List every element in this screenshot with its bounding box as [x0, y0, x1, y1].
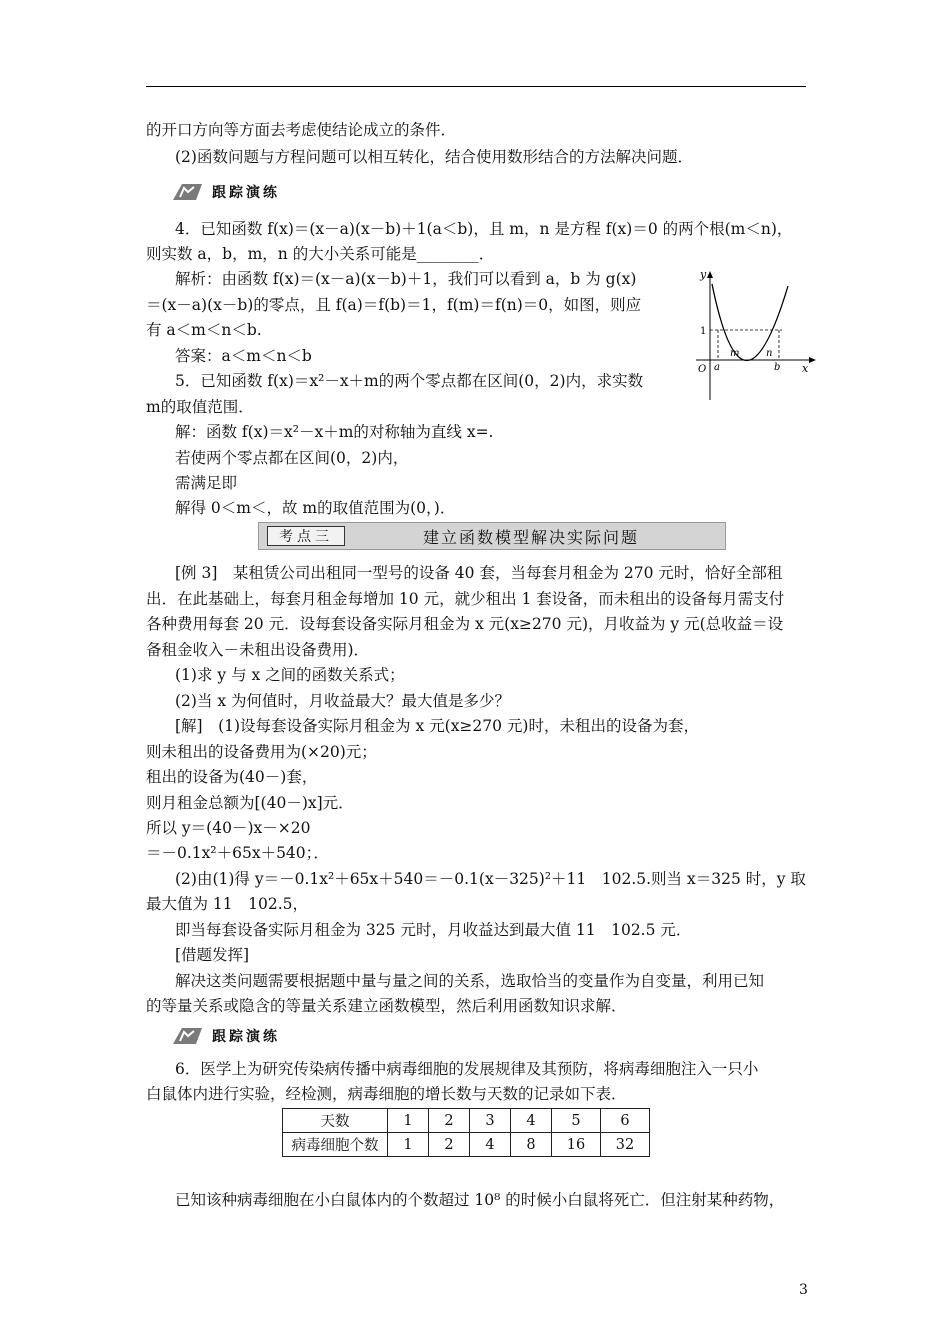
- text-line: (2)函数问题与方程问题可以相互转化，结合使用数形结合的方法解决问题．: [175, 148, 693, 166]
- text-line: 答案：a＜m＜n＜b: [175, 347, 312, 365]
- y-label: y: [700, 268, 707, 281]
- text-line: 的开口方向等方面去考虑使结论成立的条件．: [146, 121, 457, 139]
- table-cell: 32: [601, 1133, 650, 1157]
- table-cell: 3: [470, 1109, 511, 1133]
- text-line: [解] (1)设每套设备实际月租金为 x 元(x≥270 元)时，未租出的设备为套，: [175, 717, 699, 735]
- table-cell: 4: [511, 1109, 552, 1133]
- text-line: 6．医学上为研究传染病传播中病毒细胞的发展规律及其预防，将病毒细胞注入一只小: [175, 1060, 759, 1078]
- text-line: [借题发挥]: [175, 946, 250, 964]
- x-axis-arrow: [809, 357, 816, 363]
- table-cell: 4: [470, 1133, 511, 1157]
- text-line: 若使两个零点都在区间(0，2)内，: [175, 449, 409, 467]
- section-label: 跟踪演练: [212, 1029, 280, 1045]
- n-label: n: [766, 348, 773, 359]
- text-line: 租出的设备为(40－)套，: [146, 768, 318, 786]
- text-line: (2)当 x 为何值时，月收益最大？最大值是多少？: [175, 692, 511, 710]
- text-line: [例 3] 某租赁公司出租同一型号的设备 40 套，当每套月租金为 270 元时，恰好全部租: [175, 564, 783, 582]
- data-table: [282, 1108, 650, 1157]
- b-label: b: [774, 362, 781, 373]
- banner-tag: 考点三: [267, 526, 345, 546]
- a-label: a: [714, 362, 720, 373]
- text-line: 的等量关系或隐含的等量关系建立函数模型，然后利用函数知识求解．: [146, 997, 627, 1015]
- table-row: [283, 1109, 650, 1133]
- pen-icon: [170, 181, 206, 203]
- text-line: m的取值范围．: [146, 398, 254, 416]
- table-cell: 天数: [283, 1109, 388, 1133]
- text-line: 解得 0＜m＜，故 m的取值范围为(0，)．: [175, 499, 456, 517]
- text-line: 4．已知函数 f(x)＝(x－a)(x－b)＋1(a＜b)，且 m，n 是方程 f(x)＝0 的两个根(m＜n)，: [175, 220, 793, 238]
- text-line: 解析：由函数 f(x)＝(x－a)(x－b)＋1，我们可以看到 a，b 为 g(x): [175, 270, 637, 288]
- y-axis-arrow: [707, 271, 713, 278]
- text-line: ＝－0.1x²＋65x＋540；．: [146, 844, 329, 862]
- text-line: (1)求 y 与 x 之间的函数关系式；: [175, 666, 405, 684]
- text-line: 有 a＜m＜n＜b.: [146, 321, 262, 339]
- x-label: x: [802, 362, 809, 375]
- table-cell: 1: [388, 1133, 429, 1157]
- section-banner: [258, 522, 726, 550]
- text-line: 解：函数 f(x)＝x²－x＋m的对称轴为直线 x=.: [175, 423, 494, 441]
- section-label: 跟踪演练: [212, 185, 280, 201]
- section-heading: [170, 1024, 280, 1048]
- table-row: [283, 1133, 650, 1157]
- parabola-figure: [690, 266, 820, 404]
- text-line: 则月租金总额为[(40－)x]元．: [146, 794, 354, 812]
- table-cell: 6: [601, 1109, 650, 1133]
- m-label: m: [730, 348, 740, 359]
- table-cell: 8: [511, 1133, 552, 1157]
- text-line: 白鼠体内进行实验，经检测，病毒细胞的增长数与天数的记录如下表．: [146, 1085, 627, 1103]
- table-cell: 1: [388, 1109, 429, 1133]
- parabola-curve: [712, 284, 788, 361]
- header-rule: [146, 86, 806, 87]
- text-line: 解决这类问题需要根据题中量与量之间的关系，选取恰当的变量作为自变量，利用已知: [175, 972, 765, 990]
- text-line: (2)由(1)得 y＝－0.1x²＋65x＋540＝－0.1(x－325)²＋11 102.5.则当 x＝325 时，y 取: [175, 870, 806, 888]
- page-number: 3: [799, 1282, 808, 1298]
- table-cell: 5: [552, 1109, 601, 1133]
- text-line: 备租金收入－未租出设备费用)．: [146, 641, 370, 659]
- text-line: 即当每套设备实际月租金为 325 元时，月收益达到最大值 11 102.5 元．: [175, 921, 692, 939]
- text-line: 需满足即: [175, 474, 238, 492]
- text-line: 最大值为 11 102.5，: [146, 895, 309, 913]
- text-line: 各种费用每套 20 元．设每套设备实际月租金为 x 元(x≥270 元)，月收益为 y 元(总收益＝设: [146, 615, 784, 633]
- section-heading: [170, 180, 280, 204]
- text-line: 则未租出的设备费用为(×20)元；: [146, 743, 377, 761]
- text-line: 5．已知函数 f(x)＝x²－x＋m的两个零点都在区间(0，2)内，求实数: [175, 372, 644, 390]
- table-cell: 16: [552, 1133, 601, 1157]
- one-label: 1: [700, 326, 707, 337]
- text-line: 则实数 a，b，m，n 的大小关系可能是________．: [146, 245, 495, 263]
- text-line: 所以 y＝(40－)x－×20: [146, 819, 311, 837]
- text-line: ＝(x－a)(x－b)的零点，且 f(a)＝f(b)＝1，f(m)＝f(n)＝0，如图，则应: [146, 296, 642, 314]
- table-cell: 病毒细胞个数: [283, 1133, 388, 1157]
- table-cell: 2: [429, 1133, 470, 1157]
- origin-label: O: [698, 364, 707, 375]
- text-line: 出．在此基础上，每套月租金每增加 10 元，就少租出 1 套设备，而未租出的设备每月需支付: [146, 590, 785, 608]
- pen-icon: [170, 1025, 206, 1047]
- table-cell: 2: [429, 1109, 470, 1133]
- banner-title: 建立函数模型解决实际问题: [423, 527, 640, 547]
- text-line: 已知该种病毒细胞在小白鼠体内的个数超过 10⁸ 的时候小白鼠将死亡．但注射某种药物，: [175, 1191, 785, 1209]
